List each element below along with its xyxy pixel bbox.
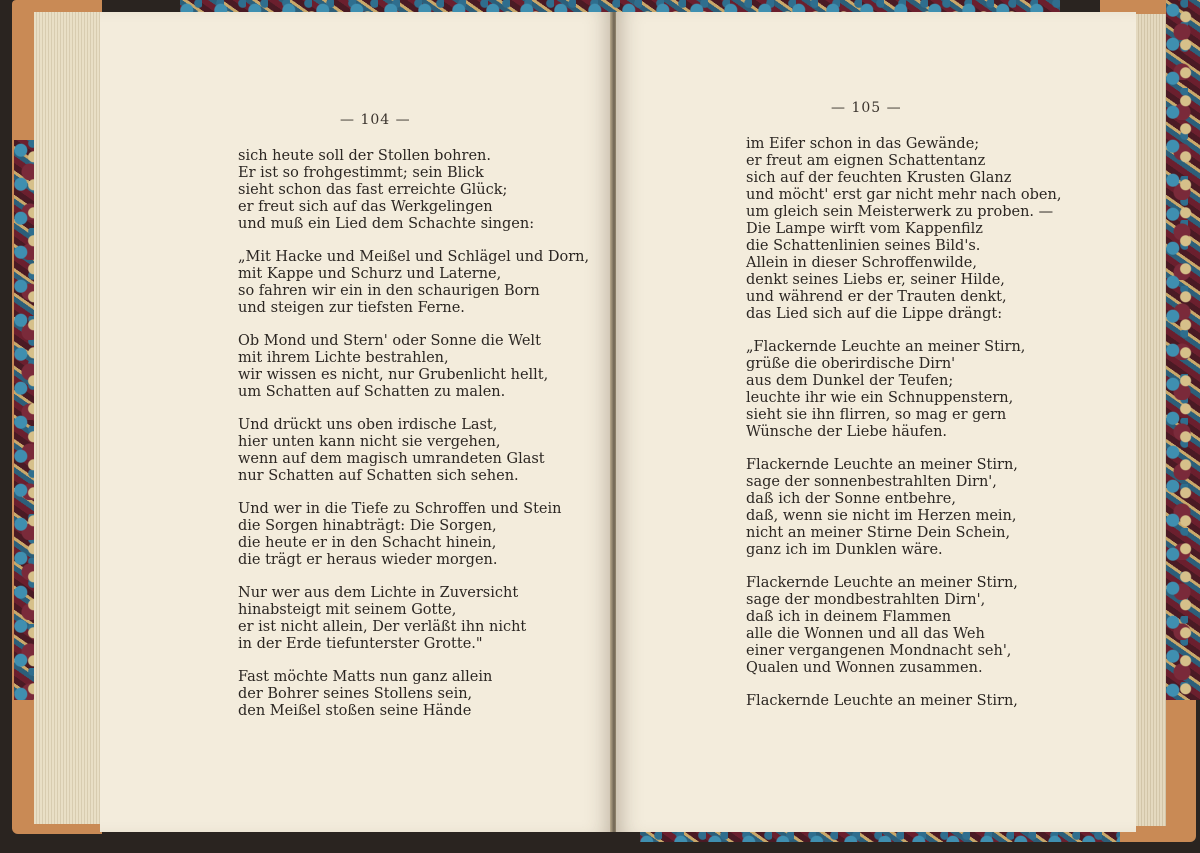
verse-line: die trägt er heraus wieder morgen. bbox=[238, 552, 498, 568]
verse-line: hier unten kann nicht sie vergehen, bbox=[238, 434, 501, 450]
right-page bbox=[616, 12, 1136, 832]
verse-line: er ist nicht allein, Der verläßt ihn nicht bbox=[238, 619, 527, 635]
verse-line: sich auf der feuchten Krusten Glanz bbox=[746, 170, 1012, 186]
verse-line: Flackernde Leuchte an meiner Stirn, bbox=[746, 575, 1018, 591]
verse-line: hinabsteigt mit seinem Gotte, bbox=[238, 602, 457, 618]
verse-line: Ob Mond und Stern' oder Sonne die Welt bbox=[238, 333, 541, 349]
verse-line: die Schattenlinien seines Bild's. bbox=[746, 238, 981, 254]
stanza bbox=[238, 148, 589, 233]
verse-line: und während er der Trauten denkt, bbox=[746, 289, 1007, 305]
verse-line: daß ich der Sonne entbehre, bbox=[746, 491, 956, 507]
verse-line: Flackernde Leuchte an meiner Stirn, bbox=[746, 457, 1018, 473]
right-page-text bbox=[746, 136, 1061, 726]
verse-line: daß, wenn sie nicht im Herzen mein, bbox=[746, 508, 1017, 524]
verse-line: Qualen und Wonnen zusammen. bbox=[746, 660, 983, 676]
verse-line: mit Kappe und Schurz und Laterne, bbox=[238, 266, 502, 282]
verse-line: wenn auf dem magisch umrandeten Glast bbox=[238, 451, 545, 467]
page-edges-left bbox=[34, 12, 106, 824]
verse-line: Fast möchte Matts nun ganz allein bbox=[238, 669, 493, 685]
verse-line: der Bohrer seines Stollens sein, bbox=[238, 686, 473, 702]
verse-line: einer vergangenen Mondnacht seh', bbox=[746, 643, 1012, 659]
verse-line: die heute er in den Schacht hinein, bbox=[238, 535, 497, 551]
verse-line: sieht schon das fast erreichte Glück; bbox=[238, 182, 508, 198]
verse-line: wir wissen es nicht, nur Grubenlicht hellt, bbox=[238, 367, 549, 383]
verse-line: ganz ich im Dunklen wäre. bbox=[746, 542, 943, 558]
left-page bbox=[100, 12, 612, 832]
verse-line: Allein in dieser Schroffenwilde, bbox=[746, 255, 977, 271]
verse-line: um Schatten auf Schatten zu malen. bbox=[238, 384, 506, 400]
page-number-right: — 105 — bbox=[831, 100, 902, 116]
verse-line: Wünsche der Liebe häufen. bbox=[746, 424, 948, 440]
verse-line: und muß ein Lied dem Schachte singen: bbox=[238, 216, 535, 232]
verse-line: den Meißel stoßen seine Hände bbox=[238, 703, 472, 719]
stanza bbox=[746, 693, 1061, 710]
stanza bbox=[238, 417, 589, 485]
marbled-edge-left bbox=[14, 140, 36, 700]
verse-line: er freut am eignen Schattentanz bbox=[746, 153, 986, 169]
verse-line: Die Lampe wirft vom Kappenfilz bbox=[746, 221, 983, 237]
marbled-edge-top bbox=[180, 0, 1060, 12]
marbled-edge-bottom bbox=[640, 832, 1120, 842]
verse-line: so fahren wir ein in den schaurigen Born bbox=[238, 283, 540, 299]
verse-line: „Mit Hacke und Meißel und Schlägel und Dorn, bbox=[238, 249, 590, 265]
left-page-text bbox=[238, 148, 589, 736]
verse-line: leuchte ihr wie ein Schnuppenstern, bbox=[746, 390, 1014, 406]
verse-line: im Eifer schon in das Gewände; bbox=[746, 136, 980, 152]
verse-line: Und wer in die Tiefe zu Schroffen und Stein bbox=[238, 501, 562, 517]
verse-line: das Lied sich auf die Lippe drängt: bbox=[746, 306, 1003, 322]
page-number-left: — 104 — bbox=[340, 112, 411, 128]
verse-line: grüße die oberirdische Dirn' bbox=[746, 356, 956, 372]
verse-line: und steigen zur tiefsten Ferne. bbox=[238, 300, 465, 316]
stanza bbox=[238, 249, 589, 317]
verse-line: die Sorgen hinabträgt: Die Sorgen, bbox=[238, 518, 497, 534]
verse-line: in der Erde tiefunterster Grotte." bbox=[238, 636, 483, 652]
verse-line: er freut sich auf das Werkgelingen bbox=[238, 199, 493, 215]
verse-line: Er ist so frohgestimmt; sein Blick bbox=[238, 165, 484, 181]
stanza bbox=[746, 575, 1061, 677]
verse-line: Flackernde Leuchte an meiner Stirn, bbox=[746, 693, 1018, 709]
verse-line: aus dem Dunkel der Teufen; bbox=[746, 373, 954, 389]
stanza bbox=[746, 136, 1061, 323]
stanza bbox=[238, 333, 589, 401]
verse-line: denkt seines Liebs er, seiner Hilde, bbox=[746, 272, 1005, 288]
stanza bbox=[746, 457, 1061, 559]
marbled-edge-right bbox=[1166, 0, 1200, 700]
verse-line: sieht sie ihn flirren, so mag er gern bbox=[746, 407, 1007, 423]
stanza bbox=[746, 339, 1061, 441]
stanza bbox=[238, 669, 589, 720]
verse-line: „Flackernde Leuchte an meiner Stirn, bbox=[746, 339, 1026, 355]
verse-line: nur Schatten auf Schatten sich sehen. bbox=[238, 468, 519, 484]
stanza bbox=[238, 585, 589, 653]
verse-line: sich heute soll der Stollen bohren. bbox=[238, 148, 491, 164]
verse-line: sage der sonnenbestrahlten Dirn', bbox=[746, 474, 997, 490]
verse-line: daß ich in deinem Flammen bbox=[746, 609, 952, 625]
verse-line: um gleich sein Meisterwerk zu proben. — bbox=[746, 204, 1054, 220]
verse-line: Und drückt uns oben irdische Last, bbox=[238, 417, 498, 433]
verse-line: sage der mondbestrahlten Dirn', bbox=[746, 592, 986, 608]
verse-line: Nur wer aus dem Lichte in Zuversicht bbox=[238, 585, 519, 601]
verse-line: und möcht' erst gar nicht mehr nach oben, bbox=[746, 187, 1062, 203]
stanza bbox=[238, 501, 589, 569]
verse-line: nicht an meiner Stirne Dein Schein, bbox=[746, 525, 1011, 541]
verse-line: alle die Wonnen und all das Weh bbox=[746, 626, 985, 642]
verse-line: mit ihrem Lichte bestrahlen, bbox=[238, 350, 449, 366]
